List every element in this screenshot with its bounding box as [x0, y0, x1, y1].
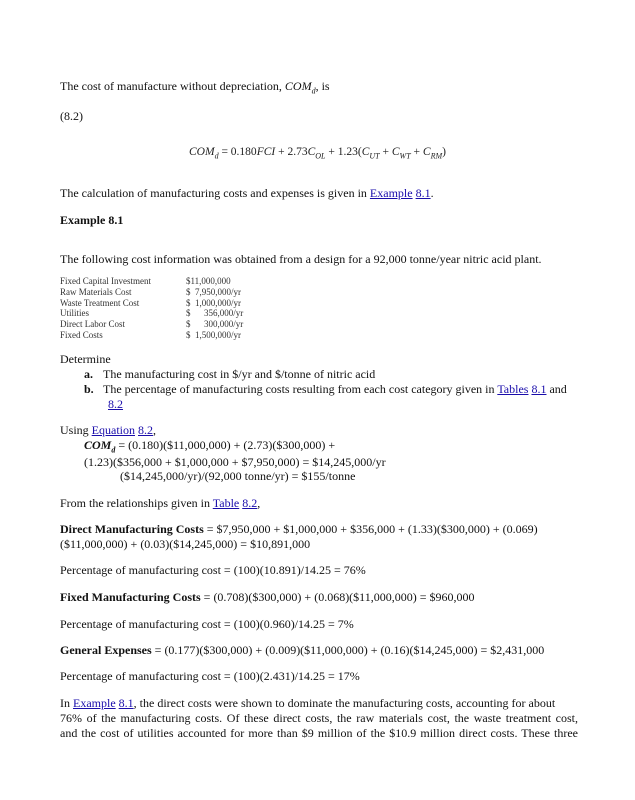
final-line-1-text: , the direct costs were shown to dominate the manufacturing costs, accounting for about [133, 696, 556, 710]
direct-costs-line-1 [60, 522, 578, 537]
list-item-b [84, 382, 578, 412]
cost-table-row [60, 276, 243, 287]
intro-tail: , is [315, 79, 330, 93]
table-8-1-link[interactable]: 8.1 [531, 382, 547, 396]
general-expenses-line [60, 643, 578, 658]
item-a-marker: a. [84, 367, 93, 381]
com-variable: COM [284, 79, 312, 93]
cost-label: Fixed Costs [60, 329, 103, 340]
final-line-2: 76% of the manufacturing costs. Of these direct costs, the raw materials cost, the waste treatment cost, [60, 711, 578, 725]
direct-costs-label: Direct Manufacturing Costs [60, 522, 204, 536]
calc-line-2: (1.23)($356,000 + $1,000,000 + $7,950,000) = $14,245,000/yr [84, 455, 386, 469]
example-heading [60, 213, 578, 228]
cost-table-row [60, 287, 243, 298]
eq-c: C [307, 146, 316, 158]
using-line [60, 423, 578, 438]
using-tail: , [153, 423, 156, 437]
eq-term: ) [442, 146, 446, 158]
fixed-costs-formula: = (0.708)($300,000) + (0.068)($11,000,000) = $960,000 [200, 590, 475, 604]
cost-label: Fixed Capital Investment [60, 276, 151, 286]
eq-c: C [391, 146, 400, 158]
eq-col-sub: OL [315, 151, 326, 161]
example-8-1-link[interactable]: 8.1 [118, 696, 134, 710]
example-link[interactable]: Example [73, 696, 116, 710]
eq-term: + 1.23( [325, 146, 362, 158]
cost-value: $ 7,950,000/yr [186, 286, 241, 297]
cost-label: Raw Materials Cost [60, 286, 132, 297]
cost-label: Utilities [60, 308, 89, 319]
equation-8-2 [0, 145, 635, 163]
eq-c: C [361, 146, 370, 158]
cost-value: $ 1,000,000/yr [186, 297, 241, 308]
item-b-body: The percentage of manufacturing costs resulting from each cost category given in [103, 382, 498, 396]
relationships-line [60, 496, 578, 511]
eq-fci: FCI [256, 146, 276, 158]
table-8-2-link[interactable]: 8.2 [242, 496, 258, 510]
calc-line-3: ($14,245,000/yr)/(92,000 tonne/yr) = $155/tonne [120, 469, 356, 483]
using-text: Using [60, 423, 92, 437]
cost-info-paragraph: The following cost information was obtained from a design for a 92,000 tonne/year nitric acid plant. [60, 252, 542, 266]
percentage-direct: Percentage of manufacturing cost = (100)(10.891)/14.25 = 76% [60, 563, 366, 577]
relationships-text: From the relationships given in [60, 496, 213, 510]
cost-value: $ 300,000/yr [186, 319, 244, 330]
eq-cut-sub: UT [369, 151, 380, 161]
general-expenses-label: General Expenses [60, 643, 152, 657]
final-line-1 [60, 696, 578, 711]
item-b-text [103, 382, 578, 412]
cost-table-row [60, 330, 243, 341]
calculation-paragraph [60, 186, 578, 201]
percentage-fixed: Percentage of manufacturing cost = (100)(0.960)/14.25 = 7% [60, 617, 354, 631]
eq-lhs: COM [189, 146, 215, 158]
table-link[interactable]: Table [212, 496, 240, 510]
fixed-costs-label: Fixed Manufacturing Costs [60, 590, 201, 604]
item-a-text: The manufacturing cost in $/yr and $/tonne of nitric acid [103, 367, 376, 381]
calc-tail: . [430, 186, 434, 200]
direct-costs-formula: = $7,950,000 + $1,000,000 + $356,000 + (1.33)($300,000) + (0.069) [203, 522, 538, 536]
cost-label: Waste Treatment Cost [60, 297, 140, 308]
cost-table [60, 276, 243, 341]
cost-value: $11,000,000 [186, 276, 231, 286]
cost-value: $ 1,500,000/yr [186, 329, 241, 340]
example-heading-text: Example 8.1 [60, 213, 124, 227]
eq-term: = 0.180 [218, 146, 257, 158]
cost-label: Direct Labor Cost [60, 319, 125, 330]
relationships-tail: , [257, 496, 261, 510]
item-b-and: and [546, 382, 567, 396]
calc-line-1-text: = (0.180)($11,000,000) + (2.73)($300,000) + [115, 438, 336, 452]
percentage-general: Percentage of manufacturing cost = (100)(2.431)/14.25 = 17% [60, 669, 360, 683]
final-pre: In [60, 696, 73, 710]
example-link[interactable]: Example [369, 186, 413, 200]
eq-term: + 2.73 [275, 146, 308, 158]
eq-cwt-sub: WT [399, 151, 411, 161]
cost-table-row [60, 308, 243, 319]
final-line-3: and the cost of utilities accounted for more than $9 million of the $10.9 million direct costs. These three [60, 726, 578, 740]
calc-com-var: COM [84, 438, 112, 452]
eq-lhs-sub: d [214, 151, 219, 161]
example-8-1-link[interactable]: 8.1 [415, 186, 431, 200]
tables-link[interactable]: Tables [497, 382, 529, 396]
intro-text: The cost of manufacture without depreciation, [60, 79, 285, 93]
cost-value: $ 356,000/yr [186, 308, 244, 319]
eq-term: + [410, 146, 423, 158]
cost-table-row [60, 319, 243, 330]
cost-table-row [60, 298, 243, 309]
eq-term: + [379, 146, 392, 158]
item-b-marker: b. [84, 382, 94, 396]
calc-text: The calculation of manufacturing costs and expenses is given in [60, 186, 370, 200]
fixed-costs-line [60, 590, 578, 605]
direct-costs-line-2: ($11,000,000) + (0.03)($14,245,000) = $10,891,000 [60, 537, 311, 551]
eq-crm-sub: RM [430, 151, 443, 161]
equation-number: (8.2) [60, 109, 83, 123]
determine-label: Determine [60, 352, 111, 366]
eq-c: C [422, 146, 431, 158]
calc-com-sub: d [111, 445, 116, 455]
equation-8-2-link[interactable]: 8.2 [138, 423, 153, 437]
general-expenses-formula: = (0.177)($300,000) + (0.009)($11,000,000) + (0.16)($14,245,000) = $2,431,000 [151, 643, 545, 657]
equation-link[interactable]: Equation [91, 423, 135, 437]
table-8-2-link[interactable]: 8.2 [108, 397, 123, 411]
com-subscript: d [311, 86, 316, 96]
intro-paragraph [60, 79, 578, 98]
